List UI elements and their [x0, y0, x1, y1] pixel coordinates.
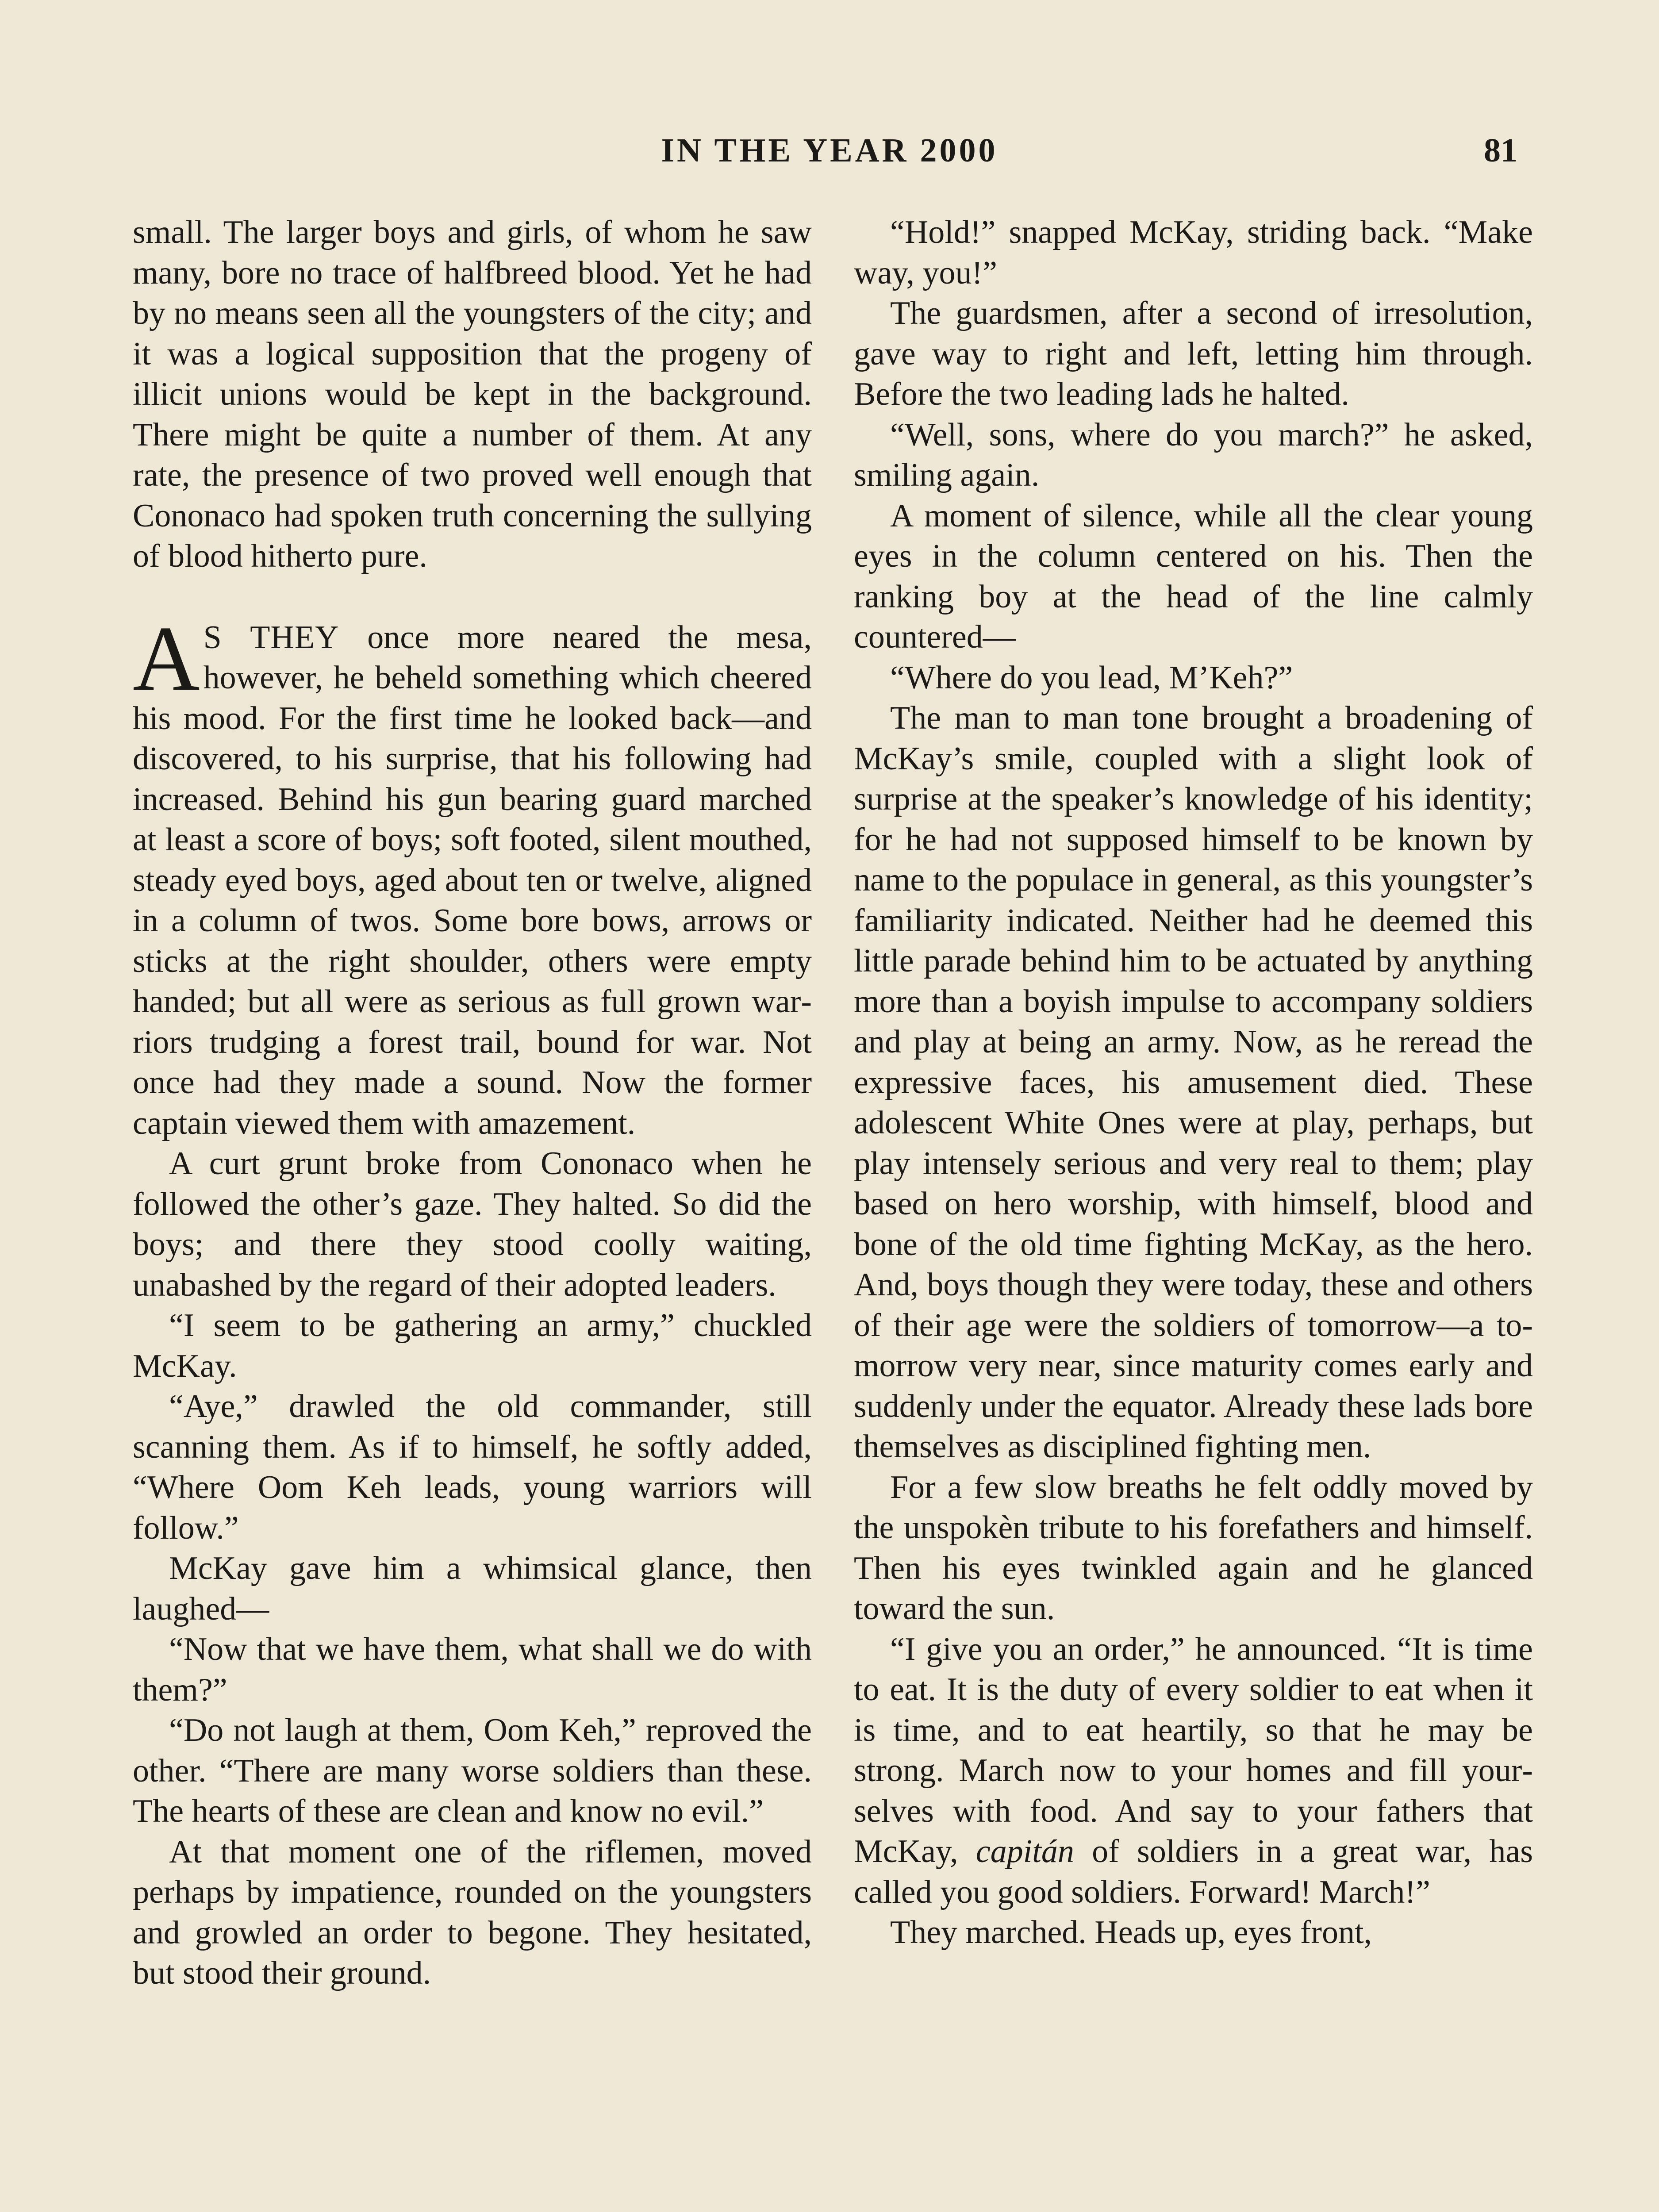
paragraph: They marched. Heads up, eyes front, — [890, 1914, 1372, 1951]
paragraph: The guardsmen, after a second of irresolution, gave way to right and left, letting him through. Before the two leading lads he halted. — [854, 295, 1533, 412]
paragraph: For a few slow breaths he felt oddly moved by the unspokèn tribute to his forefathers and himself. Then his eyes twinkled again and he glanced toward the sun. — [854, 1469, 1533, 1627]
paragraph-text: once more neared the mesa, however, he beheld something which cheered his mood. For the first time he looked back—and discovered, to his surprise, that his following had increased. Behind his gun bearing guard marched at least a score of boys; soft footed, silent mouthed, steady eyed boys, aged about ten or twelve, aligned in a column of twos. Some bore bows, arrows or sticks at the right shoulder, others were empty handed; but all were as serious as full grown warriors trudging a forest trail, bound for war. Not once had they made a sound. Now the former captain viewed them with amazement. — [133, 619, 812, 1141]
paragraph: small. The larger boys and girls, of whom he saw many, bore no trace of halfbreed blood. Yet he had by no means seen all the youngsters of the city; and it was a logical supposition that the progeny of illicit unions would be kept in the background. There might be quite a number of them. At any rate, the presence of two proved well enough that Cononaco had spoken truth concerning the sullying of blood hitherto pure. — [133, 214, 812, 574]
italic-word: capitán — [975, 1833, 1074, 1870]
paragraph: McKay gave him a whimsical glance, then laughed— — [133, 1550, 812, 1627]
order-paragraph — [854, 1629, 1533, 1913]
page-number: 81 — [1484, 132, 1517, 169]
paragraph: A curt grunt broke from Cononaco when he followed the other’s gaze. They halted. So did the boys; and there they stood coolly waiting, unabashed by the regard of their adopted leaders. — [133, 1145, 812, 1303]
paragraph: “Now that we have them, what shall we do with them?” — [133, 1631, 812, 1708]
paragraph: “Well, sons, where do you march?” he asked, smiling again. — [854, 416, 1533, 493]
right-column — [854, 212, 1533, 1953]
left-column — [133, 212, 812, 1994]
section-lead: S THEY — [203, 619, 339, 656]
drop-cap: A — [133, 607, 200, 710]
paragraph: “I seem to be gathering an army,” chuckled McKay. — [133, 1307, 812, 1384]
paragraph: At that moment one of the riflemen, moved perhaps by impatience, rounded on the youngsters and growled an order to begone. They hesitated, but stood their ground. — [133, 1833, 812, 1991]
paragraph: “Where do you lead, M’Keh?” — [890, 659, 1293, 696]
paragraph: The man to man tone brought a broadening of McKay’s smile, coupled with a slight look of surprise at the speaker’s knowledge of his identity; for he had not supposed himself to be known by name to the populace in general, as this youngster’s familiarity indicated. Neither had he deemed this little parade behind him to be actuated by anything more than a boyish impulse to accompany soldiers and play at being an army. Now, as he reread the expressive faces, his amusement died. These adolescent White Ones were at play, perhaps, but play intensely serious and very real to them; play based on hero worship, with himself, blood and bone of the old time fighting McKay, as the hero. And, boys though they were today, these and others of their age were the soldiers of tomorrow—a tomorrow very near, since maturity comes early and suddenly under the equator. Already these lads bore themselves as disciplined fighting men. — [854, 700, 1533, 1465]
running-head — [142, 128, 1517, 177]
paragraph: A moment of silence, while all the clear young eyes in the column centered on his. Then the ranking boy at the head of the line calmly countered— — [854, 497, 1533, 655]
section-opening-paragraph — [133, 607, 812, 1144]
paragraph: “Aye,” drawled the old commander, still scanning them. As if to himself, he softly added, “Where Oom Keh leads, young warriors will follow.” — [133, 1388, 812, 1546]
paragraph-text: of soldiers in a great war, has called you good soldiers. Forward! March!” — [854, 1833, 1533, 1910]
running-title: IN THE YEAR 2000 — [661, 132, 998, 169]
paragraph-text: “I give you an order,” he announced. “It is time to eat. It is the duty of every soldier to eat when it is time, and to eat heartily, so that he may be strong. March now to your homes and fill yourselves with food. And say to your fathers that McKay, — [854, 1631, 1533, 1870]
paragraph: “Hold!” snapped McKay, striding back. “Make way, you!” — [854, 214, 1533, 291]
paragraph: “Do not laugh at them, Oom Keh,” reproved the other. “There are many worse soldiers than these. The hearts of these are clean and know no evil.” — [133, 1712, 812, 1829]
